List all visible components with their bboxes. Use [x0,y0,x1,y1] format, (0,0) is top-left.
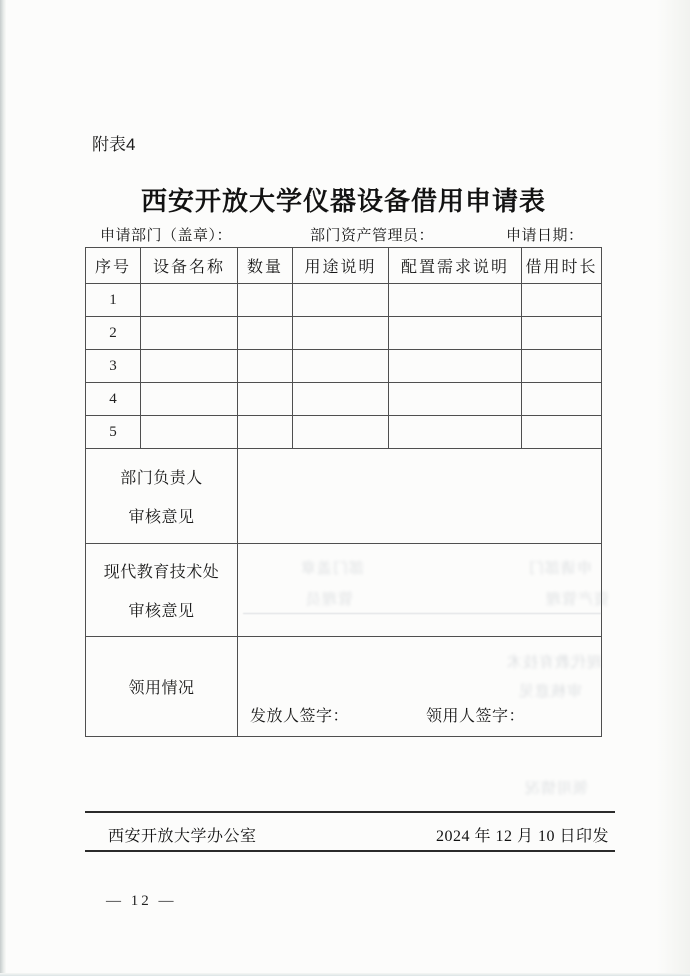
empty-cell [141,317,238,350]
section-label-line: 现代教育技术处 [103,564,220,581]
section-row-collection-status [86,637,602,737]
row-number: 5 [86,416,141,449]
section-label-line: 部门负责人 [120,470,203,487]
empty-cell [389,284,522,317]
column-header-purpose: 用途说明 [293,248,389,284]
table-row [86,284,602,317]
application-date-label: 申请日期： [506,228,584,244]
empty-cell [522,284,602,317]
bleedthrough-artifact: 部门盖章 [300,560,365,577]
collection-status-area [238,637,602,737]
column-header-device-name: 设备名称 [141,248,238,284]
empty-cell [389,350,522,383]
bleedthrough-artifact: 管理员 [305,591,354,608]
tech-office-review-opinion-area [238,544,602,637]
recipient-signature-label: 领用人签字： [426,708,526,725]
asset-manager-label: 部门资产管理员： [310,228,435,244]
empty-cell [238,317,293,350]
row-number: 4 [86,383,141,416]
empty-cell [389,416,522,449]
empty-cell [238,416,293,449]
empty-cell [293,284,389,317]
empty-cell [293,416,389,449]
empty-cell [141,416,238,449]
department-review-label-cell [86,449,238,544]
empty-cell [141,383,238,416]
bleedthrough-artifact: 领用情况 [524,780,589,797]
issuer-signature-label: 发放人签字： [250,708,350,725]
empty-cell [293,383,389,416]
table-row [86,383,602,416]
table-row [86,350,602,383]
empty-cell [389,383,522,416]
empty-cell [293,317,389,350]
footer-row [85,823,615,846]
empty-cell [522,416,602,449]
footer-rule-bottom [85,850,615,852]
empty-cell [389,317,522,350]
applicant-department-label: 申请部门（盖章）： [100,228,233,244]
collection-status-label-cell [86,637,238,737]
bleedthrough-artifact: 审核意见 [518,683,583,700]
table-header-row [86,248,602,284]
column-header-config-needs: 配置需求说明 [389,248,522,284]
column-header-quantity: 数量 [238,248,293,284]
section-label-line: 审核意见 [128,509,195,526]
row-number: 1 [86,284,141,317]
empty-cell [522,383,602,416]
section-label-line: 领用情况 [128,680,195,697]
column-header-duration: 借用时长 [522,248,602,284]
bleedthrough-artifact: 申请部门 [528,560,593,577]
empty-cell [238,350,293,383]
empty-cell [238,284,293,317]
page-edge-right-shade [656,0,690,976]
issuing-office: 西安开放大学办公室 [108,828,257,845]
bleedthrough-artifact: 现代教育技术 [506,654,603,671]
bleedthrough-artifact: 资产管理 [545,591,610,608]
empty-cell [238,383,293,416]
table-row [86,416,602,449]
empty-cell [293,350,389,383]
column-header-serial: 序号 [86,248,141,284]
row-number: 2 [86,317,141,350]
section-row-department-review [86,449,602,544]
equipment-borrow-form-table [85,247,602,737]
department-review-opinion-area [238,449,602,544]
table-row [86,317,602,350]
section-label-line: 审核意见 [128,603,195,620]
section-row-tech-office-review [86,544,602,637]
empty-cell [141,350,238,383]
page-number: — 12 — [106,893,177,909]
row-number: 3 [86,350,141,383]
page-title: 西安开放大学仪器设备借用申请表 [140,187,546,216]
empty-cell [522,317,602,350]
attachment-label: 附表4 [92,135,136,154]
empty-cell [522,350,602,383]
issue-date: 2024 年 12 月 10 日印发 [435,828,609,845]
footer-rule-top [85,811,615,813]
page-edge-left-shade [0,0,6,976]
tech-office-review-label-cell [86,544,238,637]
empty-cell [141,284,238,317]
